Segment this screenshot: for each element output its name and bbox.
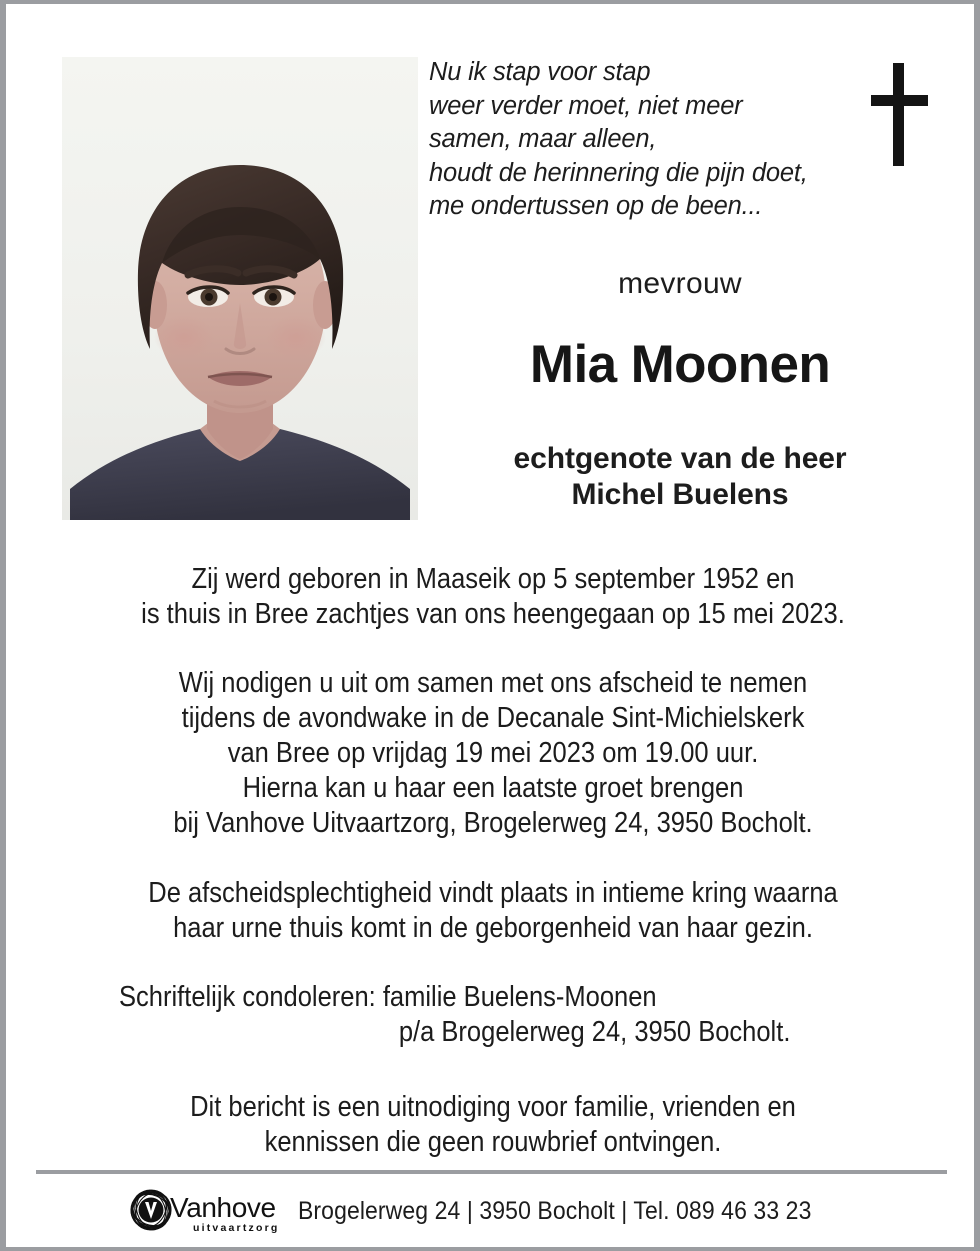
closing-line: kennissen die geen rouwbrief ontvingen. [264,1126,722,1158]
svg-text:uitvaartzorg: uitvaartzorg [193,1222,280,1234]
invite-line: Hierna kan u haar een laatste groet brengen [242,772,744,804]
death-line: is thuis in Bree zachtjes van ons heengegaan op 15 mei 2023. [141,598,845,630]
condolence-address: p/a Brogelerweg 24, 3950 Bocholt. [398,1016,791,1048]
closing-line: Dit bericht is een uitnodiging voor familie, vrienden en [190,1091,796,1123]
poem-line: samen, maar alleen, [429,125,657,153]
salutation-label: mevrouw [618,267,742,300]
ceremony-line: haar urne thuis komt in de geborgenheid van haar gezin. [173,912,813,944]
footer [36,1182,947,1240]
spouse-relation-line: echtgenote van de heer [513,442,847,475]
invite-line: van Bree op vrijdag 19 mei 2023 om 19.00 uur. [227,737,759,769]
birth-and-death-paragraph [89,562,897,632]
poem-line: houdt de herinnering die pijn doet, [429,158,808,187]
condolence-line: Schriftelijk condoleren: familie Buelens-Moonen [119,981,657,1013]
footer-divider [36,1170,947,1174]
footer-contact-info: Brogelerweg 24 | 3950 Bocholt | Tel. 089 46 33 23 [298,1196,812,1225]
condolence-paragraph [89,980,897,1050]
poem-line: me ondertussen op de been... [429,192,763,220]
poem-line: Nu ik stap voor stap [429,58,651,86]
deceased-portrait-photo [62,57,418,520]
birth-line: Zij werd geboren in Maaseik op 5 september 1952 en [191,563,795,595]
closing-notice-paragraph [89,1090,897,1160]
memorial-poem [429,56,929,224]
spouse-name: Michel Buelens [571,478,789,511]
deceased-name: Mia Moonen [529,335,831,394]
invitation-paragraph [89,666,897,841]
poem-line: weer verder moet, niet meer [429,91,743,120]
vanhove-logo [126,1185,292,1237]
svg-text:Vanhove: Vanhove [170,1192,277,1223]
invite-line: tijdens de avondwake in de Decanale Sint-Michielskerk [181,702,805,734]
spouse-relation [426,441,934,513]
ceremony-paragraph [89,876,897,946]
invite-line: Wij nodigen u uit om samen met ons afscheid te nemen [178,667,808,699]
invite-line: bij Vanhove Uitvaartzorg, Brogelerweg 24, 3950 Bocholt. [173,807,813,839]
ceremony-line: De afscheidsplechtigheid vindt plaats in intieme kring waarna [148,877,838,909]
